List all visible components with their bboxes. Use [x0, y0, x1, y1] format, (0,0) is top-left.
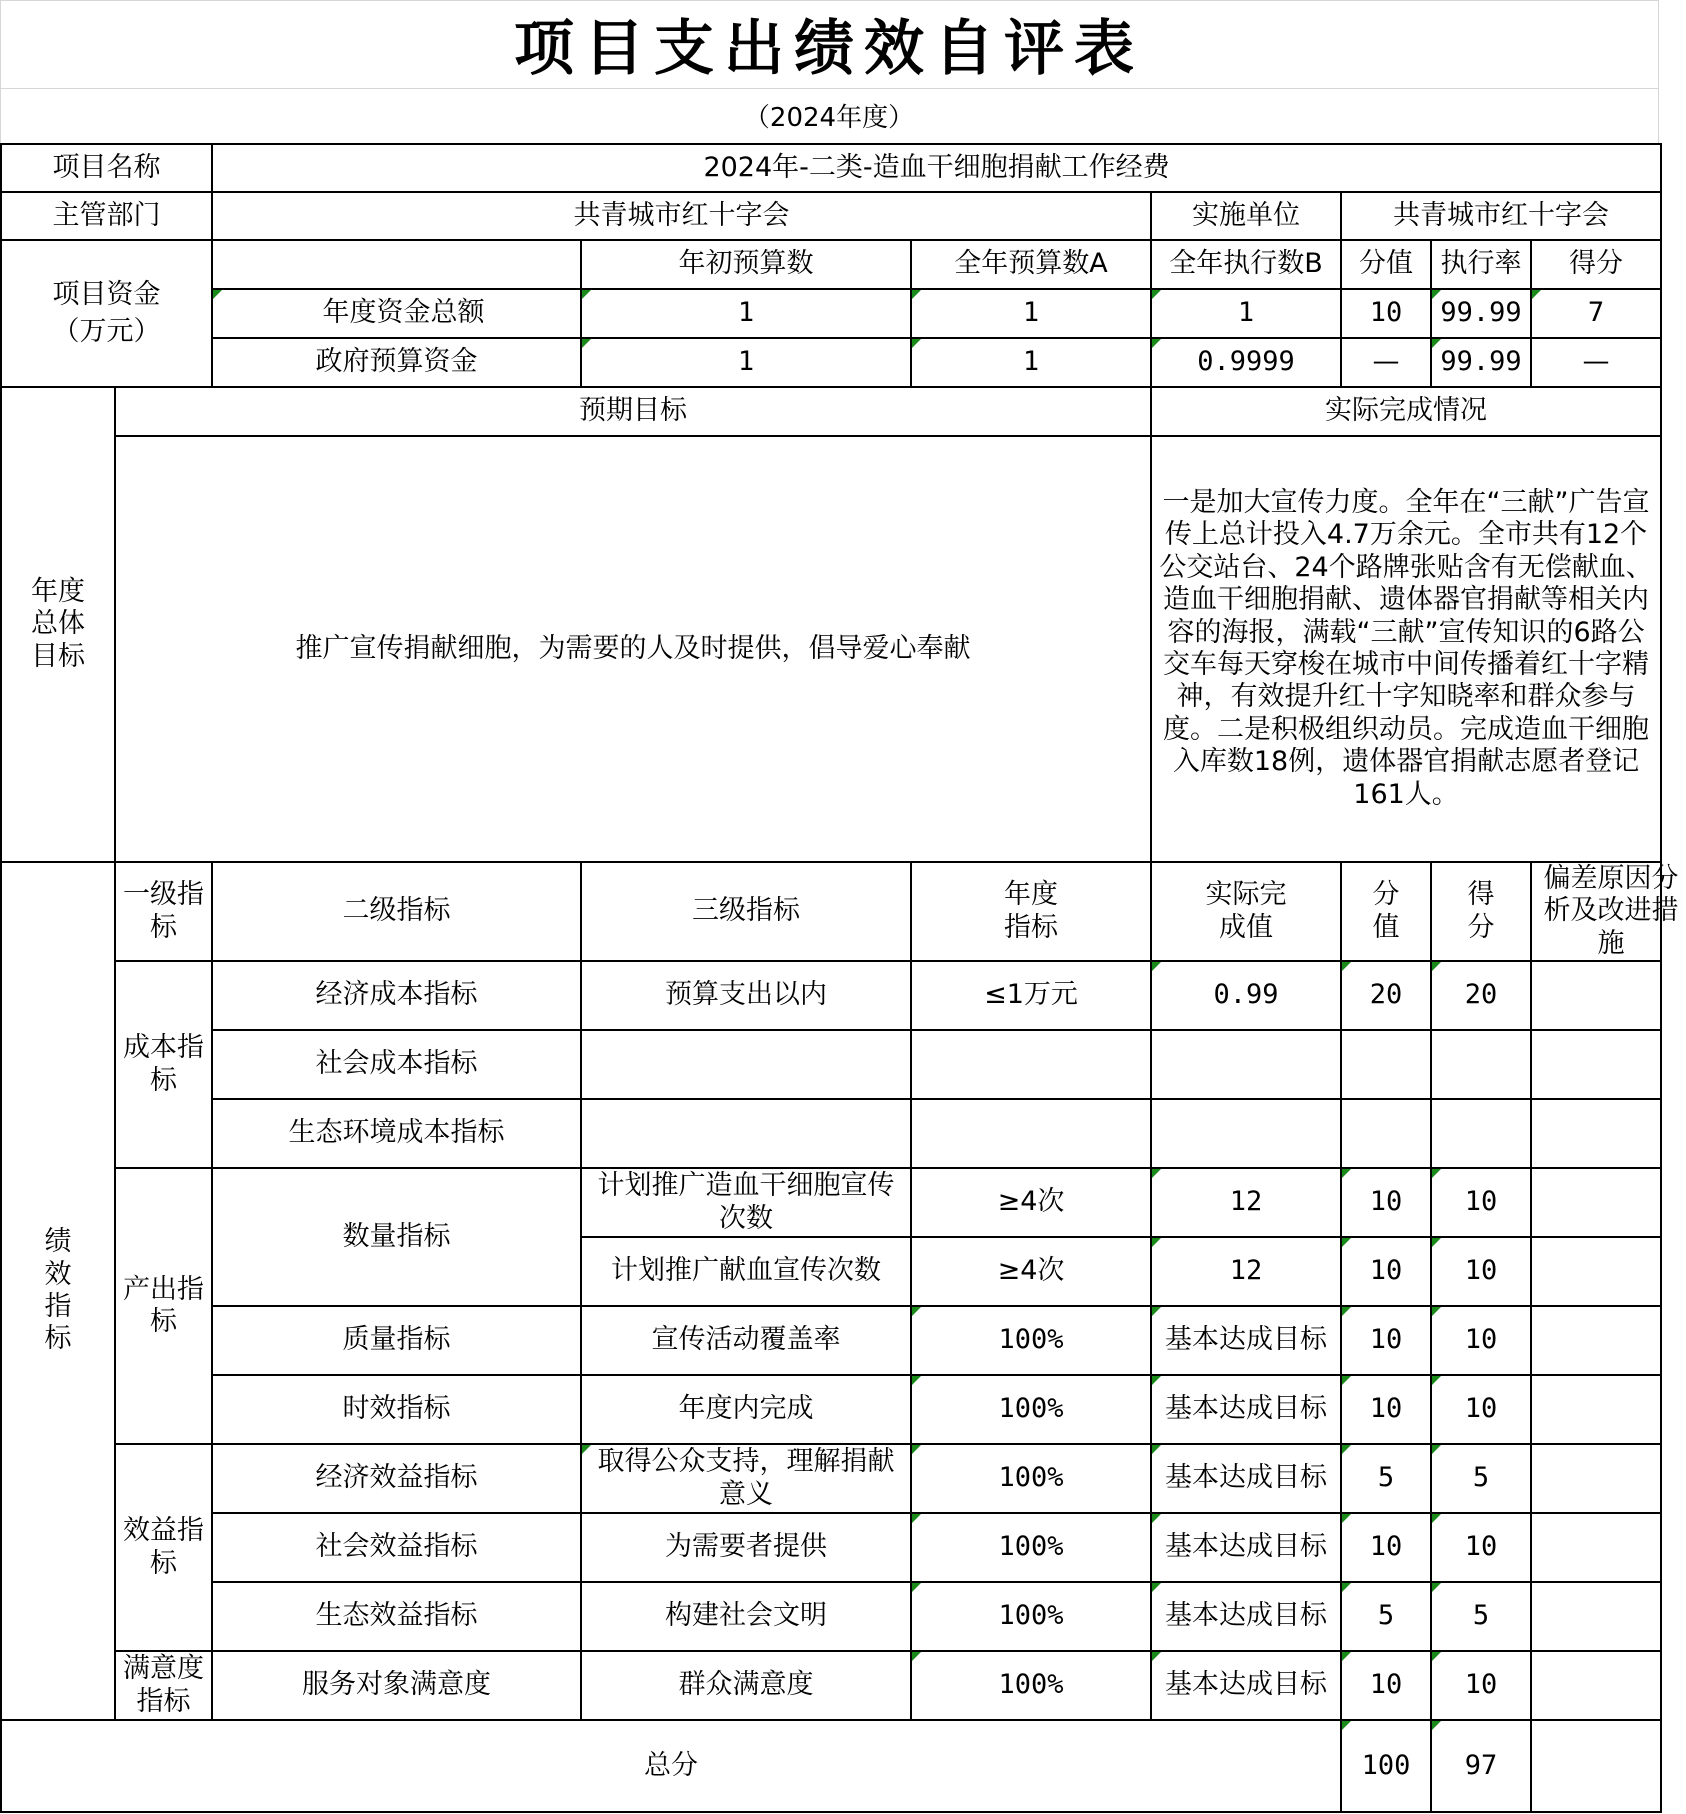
- indicator-annual[interactable]: ≥4次: [911, 1168, 1151, 1237]
- total-label[interactable]: 总分: [1, 1720, 1341, 1812]
- fund-header-blank[interactable]: [212, 240, 581, 289]
- fund-row-executed[interactable]: 0.9999: [1151, 338, 1341, 387]
- indicator-deviation[interactable]: [1531, 1582, 1661, 1651]
- fund-row-annual[interactable]: 1: [911, 289, 1151, 338]
- indicator-annual[interactable]: 100%: [911, 1444, 1151, 1513]
- indicator-header-level1-text: 一级指标: [123, 879, 204, 943]
- indicator-header-level3[interactable]: 三级指标: [581, 862, 911, 961]
- expected-goal-cell[interactable]: 推广宣传捐献细胞，为需要的人及时提供，倡导爱心奉献: [115, 436, 1151, 862]
- project-funds-label-text: 项目资金（万元）: [52, 279, 161, 347]
- indicator-level3[interactable]: 计划推广献血宣传次数: [581, 1237, 911, 1306]
- indicator-row: [1, 1168, 1661, 1237]
- indicator-weight[interactable]: 5: [1341, 1444, 1431, 1513]
- page-title[interactable]: 项目支出绩效自评表: [514, 13, 1144, 84]
- report-year[interactable]: （2024年度）: [743, 103, 915, 133]
- indicator-annual[interactable]: 100%: [911, 1306, 1151, 1375]
- indicator-header-deviation-text: 偏差原因分析及改进措施: [1543, 863, 1679, 959]
- indicator-deviation[interactable]: [1531, 1030, 1661, 1099]
- indicator-actual[interactable]: 基本达成目标: [1151, 1444, 1341, 1513]
- indicator-row: [1, 961, 1661, 1030]
- indicator-deviation[interactable]: [1531, 1099, 1661, 1168]
- indicator-row: [1, 1306, 1661, 1375]
- evaluation-table: [0, 143, 1679, 1813]
- fund-header-rate[interactable]: 执行率: [1431, 240, 1531, 289]
- fund-row-rate[interactable]: 99.99: [1431, 289, 1531, 338]
- fund-header-annual[interactable]: 全年预算数A: [911, 240, 1151, 289]
- indicator-level3[interactable]: 群众满意度: [581, 1651, 911, 1720]
- indicator-score[interactable]: 10: [1431, 1168, 1531, 1237]
- indicator-annual[interactable]: [911, 1099, 1151, 1168]
- indicator-level1[interactable]: 成本指标: [115, 961, 212, 1168]
- goal-row: [1, 436, 1661, 862]
- indicator-score[interactable]: 20: [1431, 961, 1531, 1030]
- indicator-actual[interactable]: 基本达成目标: [1151, 1513, 1341, 1582]
- indicator-actual[interactable]: [1151, 1099, 1341, 1168]
- indicator-score[interactable]: 5: [1431, 1444, 1531, 1513]
- implementing-unit-cell[interactable]: 共青城市红十字会: [1341, 192, 1661, 240]
- indicator-row: [1, 1582, 1661, 1651]
- indicator-level3[interactable]: 预算支出以内: [581, 961, 911, 1030]
- total-score[interactable]: 97: [1431, 1720, 1531, 1812]
- indicator-actual[interactable]: 基本达成目标: [1151, 1582, 1341, 1651]
- indicator-level2[interactable]: 经济成本指标: [212, 961, 581, 1030]
- indicator-weight[interactable]: 10: [1341, 1237, 1431, 1306]
- indicator-annual[interactable]: 100%: [911, 1375, 1151, 1444]
- fund-header-initial[interactable]: 年初预算数: [581, 240, 911, 289]
- fund-header-score[interactable]: 得分: [1531, 240, 1661, 289]
- fund-row-name[interactable]: 年度资金总额: [212, 289, 581, 338]
- performance-indicators-label-text: 绩效指标: [44, 1226, 72, 1355]
- fund-row-weight[interactable]: —: [1341, 338, 1431, 387]
- indicator-level3[interactable]: 计划推广造血干细胞宣传次数: [581, 1168, 911, 1237]
- department-label[interactable]: 主管部门: [1, 192, 212, 240]
- indicator-header-level1[interactable]: [115, 862, 212, 961]
- fund-row-rate[interactable]: 99.99: [1431, 338, 1531, 387]
- indicator-deviation[interactable]: [1531, 1237, 1661, 1306]
- indicator-level3[interactable]: 年度内完成: [581, 1375, 911, 1444]
- indicator-annual[interactable]: ≥4次: [911, 1237, 1151, 1306]
- goal-header-row: [1, 387, 1661, 436]
- indicator-level1[interactable]: 满意度指标: [115, 1651, 212, 1720]
- fund-row: [1, 338, 1661, 387]
- indicator-actual[interactable]: 0.99: [1151, 961, 1341, 1030]
- indicator-weight[interactable]: [1341, 1099, 1431, 1168]
- fund-header-executed[interactable]: 全年执行数B: [1151, 240, 1341, 289]
- indicator-row: [1, 1099, 1661, 1168]
- total-weight[interactable]: 100: [1341, 1720, 1431, 1812]
- implementing-unit-label[interactable]: 实施单位: [1151, 192, 1341, 240]
- project-name-label[interactable]: 项目名称: [1, 144, 212, 192]
- indicator-header-deviation[interactable]: [1531, 862, 1679, 961]
- indicator-annual[interactable]: 100%: [911, 1582, 1151, 1651]
- annual-goal-label-text: 年度总体目标: [31, 575, 85, 672]
- indicator-level1[interactable]: 产出指标: [115, 1168, 212, 1444]
- indicator-header-annual[interactable]: [911, 862, 1151, 961]
- indicator-header-score[interactable]: [1431, 862, 1531, 961]
- indicator-header-level2[interactable]: 二级指标: [212, 862, 581, 961]
- indicator-weight[interactable]: 10: [1341, 1375, 1431, 1444]
- indicator-weight[interactable]: [1341, 1030, 1431, 1099]
- indicator-header-actual[interactable]: [1151, 862, 1341, 961]
- indicator-deviation[interactable]: [1531, 1375, 1661, 1444]
- indicator-level3[interactable]: 宣传活动覆盖率: [581, 1306, 911, 1375]
- actual-result-header[interactable]: 实际完成情况: [1151, 387, 1661, 436]
- fund-row-annual[interactable]: 1: [911, 338, 1151, 387]
- expected-goal-header[interactable]: 预期目标: [115, 387, 1151, 436]
- indicator-level3[interactable]: [581, 1099, 911, 1168]
- indicator-weight[interactable]: 10: [1341, 1651, 1431, 1720]
- indicator-score[interactable]: 10: [1431, 1237, 1531, 1306]
- indicator-score[interactable]: 10: [1431, 1306, 1531, 1375]
- department-row: [1, 192, 1661, 240]
- indicator-level2[interactable]: 生态效益指标: [212, 1582, 581, 1651]
- indicator-deviation[interactable]: [1531, 1444, 1661, 1513]
- project-funds-label[interactable]: [1, 240, 212, 387]
- indicator-actual[interactable]: 基本达成目标: [1151, 1306, 1341, 1375]
- performance-indicators-label[interactable]: [1, 862, 115, 1720]
- fund-row-score[interactable]: —: [1531, 338, 1661, 387]
- indicator-header-weight-text: 分值: [1372, 879, 1400, 943]
- indicator-level2[interactable]: 生态环境成本指标: [212, 1099, 581, 1168]
- indicator-row: [1, 1030, 1661, 1099]
- total-deviation[interactable]: [1531, 1720, 1661, 1812]
- indicator-weight[interactable]: 10: [1341, 1168, 1431, 1237]
- indicator-score[interactable]: 5: [1431, 1582, 1531, 1651]
- indicator-header-weight[interactable]: [1341, 862, 1431, 961]
- indicator-level2[interactable]: 社会成本指标: [212, 1030, 581, 1099]
- fund-row-score[interactable]: 7: [1531, 289, 1661, 338]
- indicator-score[interactable]: 10: [1431, 1651, 1531, 1720]
- indicator-annual[interactable]: ≤1万元: [911, 961, 1151, 1030]
- indicator-row: [1, 1375, 1661, 1444]
- indicator-annual[interactable]: 100%: [911, 1513, 1151, 1582]
- indicator-deviation[interactable]: [1531, 1513, 1661, 1582]
- fund-row-name[interactable]: 政府预算资金: [212, 338, 581, 387]
- indicator-weight[interactable]: 10: [1341, 1513, 1431, 1582]
- department-cell[interactable]: 共青城市红十字会: [212, 192, 1151, 240]
- indicator-score[interactable]: [1431, 1030, 1531, 1099]
- indicator-actual[interactable]: 12: [1151, 1237, 1341, 1306]
- indicator-deviation[interactable]: [1531, 1651, 1661, 1720]
- fund-row-executed[interactable]: 1: [1151, 289, 1341, 338]
- indicator-weight[interactable]: 20: [1341, 961, 1431, 1030]
- indicator-deviation[interactable]: [1531, 961, 1661, 1030]
- indicator-score[interactable]: 10: [1431, 1375, 1531, 1444]
- indicator-header-annual-text: 年度指标: [1004, 879, 1058, 943]
- indicator-deviation[interactable]: [1531, 1306, 1661, 1375]
- indicator-level1[interactable]: 效益指标: [115, 1444, 212, 1651]
- indicator-weight[interactable]: 5: [1341, 1582, 1431, 1651]
- indicator-level2[interactable]: 服务对象满意度: [212, 1651, 581, 1720]
- actual-result-cell[interactable]: 一是加大宣传力度。全年在“三献”广告宣传上总计投入4.7万余元。全市共有12个公交站台、24个路牌张贴含有无偿献血、造血干细胞捐献、遗体器官捐献等相关内容的海报，满载“三献”宣传知识的6路公交车每天穿梭在城市中间传播着红十字精神，有效提升红十字知晓率和群众参与度。二是积极组织动员。完成造血干细胞入库数18例，遗体器官捐献志愿者登记161人。: [1151, 436, 1661, 862]
- indicator-level2[interactable]: 数量指标: [212, 1168, 581, 1306]
- annual-goal-label[interactable]: [1, 387, 115, 862]
- indicator-row: [1, 1444, 1661, 1513]
- indicator-annual[interactable]: 100%: [911, 1651, 1151, 1720]
- indicator-deviation[interactable]: [1531, 1168, 1661, 1237]
- sheet-gridline: [1658, 0, 1659, 143]
- fund-row-initial[interactable]: 1: [581, 289, 911, 338]
- indicator-actual[interactable]: 基本达成目标: [1151, 1375, 1341, 1444]
- project-name-cell[interactable]: 2024年-二类-造血干细胞捐献工作经费: [212, 144, 1661, 192]
- indicator-header-row: [1, 862, 1661, 961]
- indicator-level2[interactable]: 质量指标: [212, 1306, 581, 1375]
- fund-row: [1, 289, 1661, 338]
- fund-row-initial[interactable]: 1: [581, 338, 911, 387]
- indicator-actual[interactable]: 12: [1151, 1168, 1341, 1237]
- indicator-header-actual-text: 实际完成值: [1205, 879, 1287, 943]
- fund-header-row: [1, 240, 1661, 289]
- indicator-annual[interactable]: [911, 1030, 1151, 1099]
- indicator-level2[interactable]: 时效指标: [212, 1375, 581, 1444]
- indicator-actual[interactable]: 基本达成目标: [1151, 1651, 1341, 1720]
- indicator-level2[interactable]: 经济效益指标: [212, 1444, 581, 1513]
- fund-header-weight[interactable]: 分值: [1341, 240, 1431, 289]
- indicator-level3[interactable]: 构建社会文明: [581, 1582, 911, 1651]
- indicator-score[interactable]: [1431, 1099, 1531, 1168]
- indicator-weight[interactable]: 10: [1341, 1306, 1431, 1375]
- indicator-level3[interactable]: [581, 1030, 911, 1099]
- indicator-level3[interactable]: 取得公众支持，理解捐献意义: [581, 1444, 911, 1513]
- indicator-actual[interactable]: [1151, 1030, 1341, 1099]
- fund-row-weight[interactable]: 10: [1341, 289, 1431, 338]
- indicator-header-score-text: 得分: [1467, 879, 1495, 943]
- indicator-row: [1, 1651, 1661, 1720]
- project-name-row: [1, 144, 1661, 192]
- total-row: [1, 1720, 1661, 1812]
- indicator-row: [1, 1513, 1661, 1582]
- indicator-level3[interactable]: 为需要者提供: [581, 1513, 911, 1582]
- indicator-score[interactable]: 10: [1431, 1513, 1531, 1582]
- indicator-level2[interactable]: 社会效益指标: [212, 1513, 581, 1582]
